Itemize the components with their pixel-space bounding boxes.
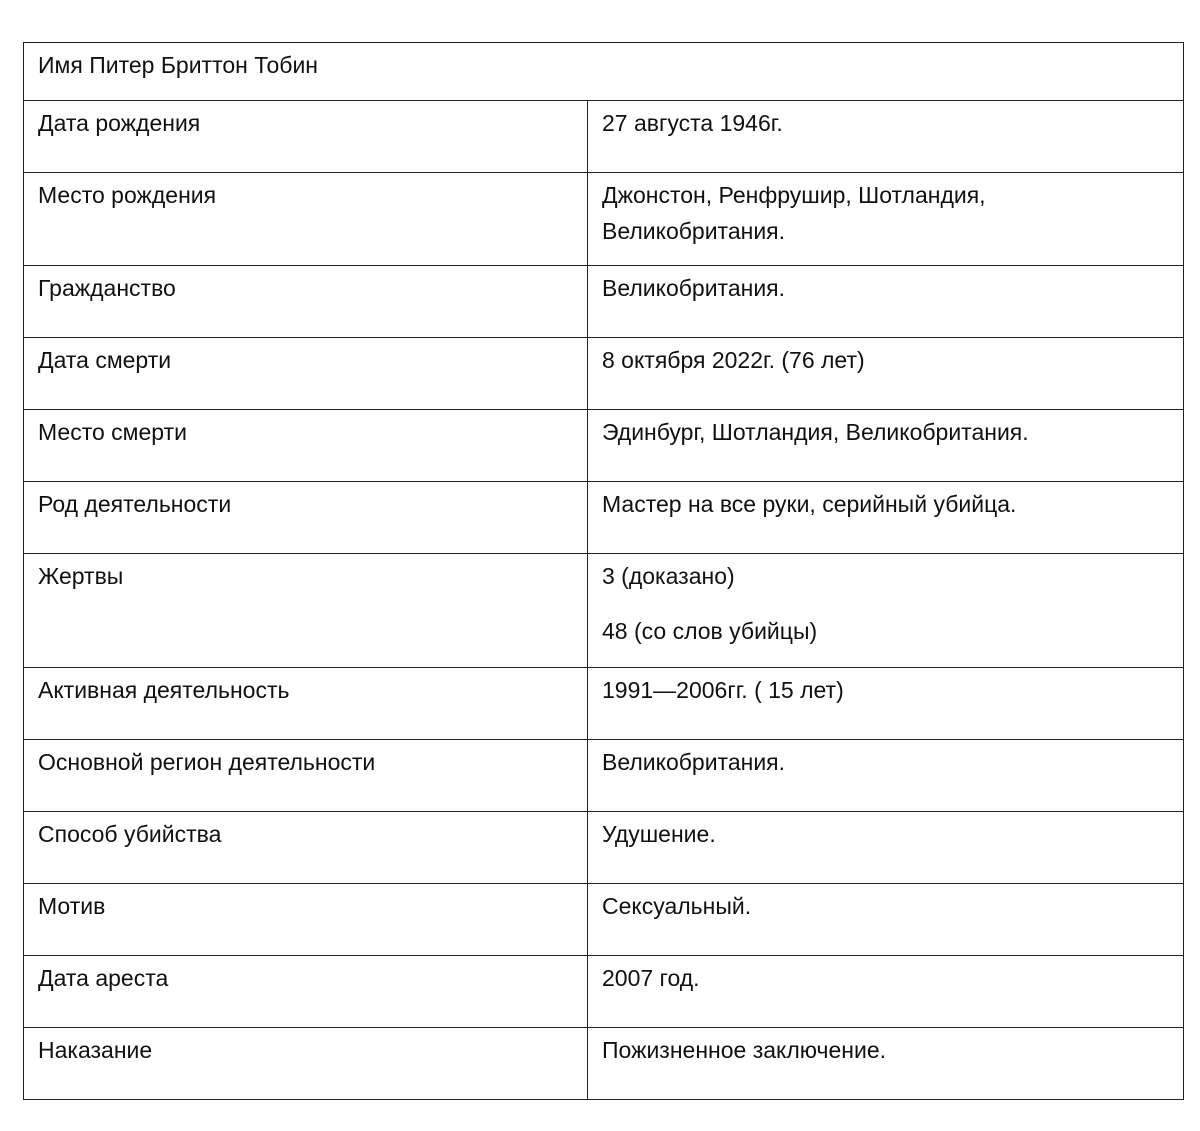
victims-proven: 3 (доказано) (602, 563, 735, 589)
row-label-death-date: Дата смерти (24, 338, 588, 410)
row-label-arrest-date: Дата ареста (24, 956, 588, 1028)
table-row (24, 410, 1184, 482)
row-label-method: Способ убийства (24, 812, 588, 884)
row-value-method: Удушение. (588, 812, 1184, 884)
table-row (24, 482, 1184, 554)
row-label-occupation: Род деятельности (24, 482, 588, 554)
table-row (24, 266, 1184, 338)
row-label-citizenship: Гражданство (24, 266, 588, 338)
table-row (24, 101, 1184, 173)
row-label-birth-place: Место рождения (24, 173, 588, 266)
row-value-victims (588, 554, 1184, 668)
row-value-death-date: 8 октября 2022г. (76 лет) (588, 338, 1184, 410)
row-label-main-region: Основной регион деятельности (24, 740, 588, 812)
table-row (24, 740, 1184, 812)
row-value-citizenship: Великобритания. (588, 266, 1184, 338)
row-label-punishment: Наказание (24, 1028, 588, 1100)
table-row (24, 668, 1184, 740)
row-value-motive: Сексуальный. (588, 884, 1184, 956)
row-value-arrest-date: 2007 год. (588, 956, 1184, 1028)
table-row-title (24, 43, 1184, 101)
table-row (24, 338, 1184, 410)
row-value-main-region: Великобритания. (588, 740, 1184, 812)
row-value-active-period: 1991—2006гг. ( 15 лет) (588, 668, 1184, 740)
row-value-punishment: Пожизненное заключение. (588, 1028, 1184, 1100)
row-label-motive: Мотив (24, 884, 588, 956)
row-label-active-period: Активная деятельность (24, 668, 588, 740)
table-row (24, 812, 1184, 884)
row-value-death-place: Эдинбург, Шотландия, Великобритания. (588, 410, 1184, 482)
birth-place-line-1: Джонстон, Ренфрушир, Шотландия, (602, 182, 986, 208)
table-row (24, 173, 1184, 266)
table-row (24, 884, 1184, 956)
birth-place-line-2: Великобритания. (602, 218, 786, 244)
victims-claimed: 48 (со слов убийцы) (602, 618, 818, 644)
row-label-death-place: Место смерти (24, 410, 588, 482)
row-value-birth-place (588, 173, 1184, 266)
row-label-birth-date: Дата рождения (24, 101, 588, 173)
row-value-birth-date: 27 августа 1946г. (588, 101, 1184, 173)
table-row (24, 1028, 1184, 1100)
row-value-occupation: Мастер на все руки, серийный убийца. (588, 482, 1184, 554)
table-row (24, 956, 1184, 1028)
row-label-victims: Жертвы (24, 554, 588, 668)
profile-title: Имя Питер Бриттон Тобин (24, 43, 1184, 101)
profile-table (23, 42, 1184, 1100)
table-row (24, 554, 1184, 668)
